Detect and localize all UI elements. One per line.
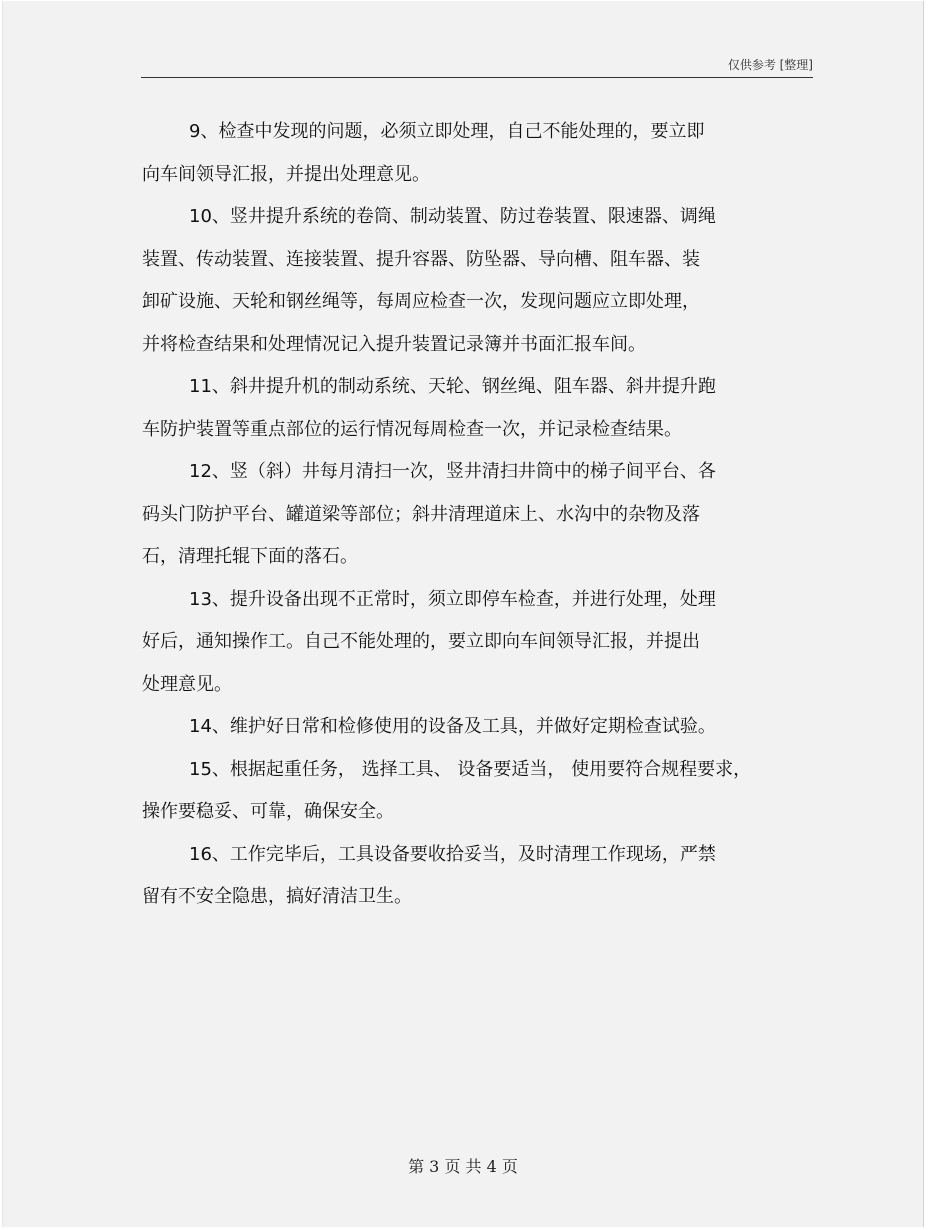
page-number: 第 3 页 共 4 页 [408,1157,518,1176]
page-footer [3,1154,923,1177]
paragraph-16 [142,834,802,919]
text-line: 卸矿设施、天轮和钢丝绳等，每周应检查一次，发现问题应立即处理， [142,291,700,312]
text-line: 15、根据起重任务， 选择工具、 设备要适当， 使用要符合规程要求， [189,758,752,780]
text-line: 向车间领导汇报，并提出处理意见。 [142,163,430,185]
text-line: 10、竖井提升系统的卷筒、制动装置、防过卷装置、限速器、调绳 [189,206,716,227]
paragraph-13 [142,579,802,707]
text-line: 12、竖（斜）井每月清扫一次，竖井清扫井筒中的梯子间平台、各 [189,461,716,482]
document-page [2,1,924,1227]
text-line: 码头门防护平台、罐道梁等部位；斜井清理道床上、水沟中的杂物及落 [142,503,700,525]
text-line: 16、工作完毕后，工具设备要收拾妥当，及时清理工作现场，严禁 [189,843,716,865]
page-header [141,57,813,78]
paragraph-14 [142,706,802,749]
text-line: 装置、传动装置、连接装置、提升容器、防坠器、导向槽、阻车器、装 [142,248,700,270]
text-line: 9、检查中发现的问题，必须立即处理，自己不能处理的，要立即 [189,121,705,142]
text-line: 14、维护好日常和检修使用的设备及工具，并做好定期检查试验。 [189,716,716,737]
paragraph-11 [142,366,802,451]
header-text: 仅供参考 [整理] [727,58,813,72]
paragraph-10 [142,196,802,366]
text-line: 石，清理托辊下面的落石。 [142,546,358,567]
text-line: 并将检查结果和处理情况记入提升装置记录簿并书面汇报车间。 [142,333,646,355]
document-body [142,111,802,919]
paragraph-15 [142,749,802,834]
text-line: 车防护装置等重点部位的运行情况每周检查一次，并记录检查结果。 [142,418,682,440]
text-line: 留有不安全隐患，搞好清洁卫生。 [142,886,412,907]
text-line: 13、提升设备出现不正常时，须立即停车检查，并进行处理，处理 [189,588,716,610]
text-line: 好后，通知操作工。自己不能处理的，要立即向车间领导汇报，并提出 [142,631,700,652]
text-line: 处理意见。 [142,673,232,695]
paragraph-9 [142,111,802,196]
paragraph-12 [142,451,802,579]
text-line: 11、斜井提升机的制动系统、天轮、钢丝绳、阻车器、斜井提升跑 [189,376,716,397]
text-line: 操作要稳妥、可靠，确保安全。 [142,801,394,822]
